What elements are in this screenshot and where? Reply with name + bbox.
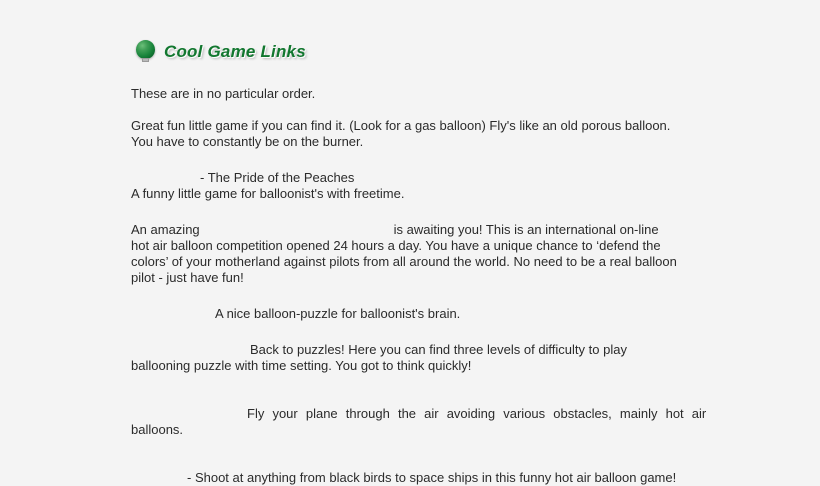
missing-image-placeholder [200,222,394,234]
spacer [131,66,691,86]
entry5-line1: Back to puzzles! Here you can find three levels of difficulty to play [250,342,627,357]
spacer [131,438,691,458]
spacer [131,150,691,170]
entry2-title: - The Pride of the Peaches [200,170,355,185]
entry4-text: A nice balloon-puzzle for balloonist's brain. [215,306,461,321]
entry1-line1: Great fun little game if you can find it. (Look for a gas balloon) Fly's like an old porous balloon. [131,118,671,133]
entry3-lead: An amazing [131,222,200,237]
page-header [135,38,691,66]
entry7-text: - Shoot at anything from black birds to space ships in this funny hot air balloon game! [187,470,677,485]
entry6-line2: balloons. [131,422,184,437]
entry3-first-line [131,222,687,238]
spacer [131,374,691,394]
spacer [131,102,691,118]
spacer [131,286,691,306]
entry1-line2: You have to constantly be on the burner. [131,134,364,149]
entry3-after-gap: is awaiting you! This is an international on-line [393,222,659,237]
spacer [131,394,691,406]
balloon-basket [142,58,149,62]
entry2-description: A funny little game for balloonist's with freetime. [131,186,405,201]
page-title: Cool Game Links [164,42,306,61]
balloon-envelope [136,40,155,59]
entry6-line1: Fly your plane through the air avoiding various obstacles, mainly hot air [247,406,707,421]
content-area [131,0,707,486]
spacer [131,202,691,222]
spacer [131,322,691,342]
intro-text: These are in no particular order. [131,86,316,101]
spacer [131,458,691,470]
green-balloon-icon [135,40,157,64]
entry5-line2: ballooning puzzle with time setting. You got to think quickly! [131,358,472,373]
entry3-rest: hot air balloon competition opened 24 hours a day. You have a unique chance to ‘defend the colors’ of your motherland against pilots from all around the world. No need to be a real balloon pilot - just have fun! [131,238,677,285]
